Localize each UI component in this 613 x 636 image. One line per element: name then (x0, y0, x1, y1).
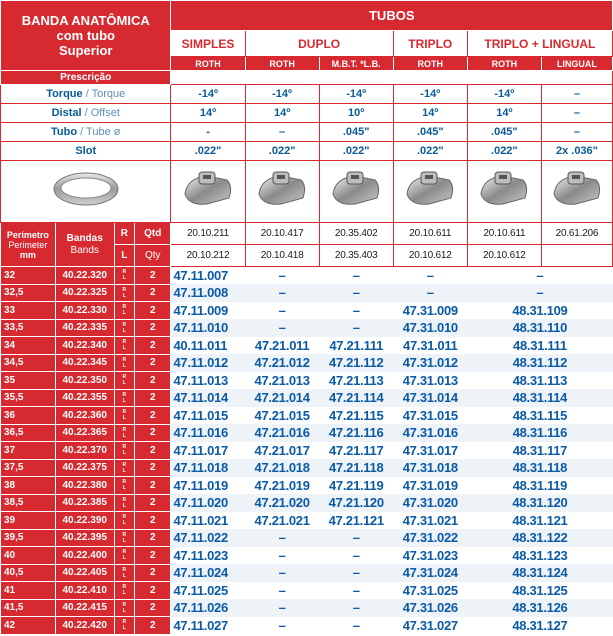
mbt-code: – (319, 284, 393, 302)
triplo-lingual-code: 48.31.117 (512, 442, 568, 458)
table-row (1, 494, 613, 512)
mbt-code: – (352, 268, 360, 283)
triplo-code: 47.31.019 (402, 477, 458, 493)
simples-code: 47.11.007 (173, 268, 228, 283)
triplo-lingual-code: 48.31.114 (467, 389, 612, 407)
simples-code: 47.11.027 (173, 617, 228, 633)
tube-image-2 (319, 161, 393, 223)
group-duplo: DUPLO (245, 31, 393, 57)
rl-marker: R L (114, 389, 134, 407)
tubos-header: TUBOS (171, 1, 613, 31)
tube-code-right: 20.35.402 (319, 223, 393, 245)
triplo-code: 47.31.022 (393, 529, 467, 547)
perimeter-cell: 36,5 (1, 424, 56, 442)
simples-code: 47.11.023 (173, 547, 228, 563)
spec-row (1, 142, 613, 161)
triplo-code: 47.31.010 (393, 319, 467, 337)
duplo-code: 47.21.012 (245, 354, 319, 372)
rl-marker: R L (114, 529, 134, 547)
triplo-code: 47.31.012 (393, 354, 467, 372)
spec-label: Distal / Offset (1, 104, 171, 123)
band-code-cell: 40.22.420 (55, 617, 114, 635)
mbt-code: 47.21.118 (319, 459, 393, 477)
perimeter-cell: 40,5 (1, 564, 56, 582)
qtd-cell: 2 (134, 494, 171, 512)
tube-code-left: 20.10.612 (467, 245, 541, 267)
triplo-lingual-code: 48.31.126 (467, 599, 612, 617)
mbt-code: 47.21.113 (328, 372, 384, 388)
simples-code: 47.11.019 (173, 477, 228, 493)
mbt-code: – (352, 617, 360, 633)
triplo-code: 47.31.024 (393, 564, 467, 582)
spec-value: -14º (171, 85, 245, 104)
triplo-lingual-code: 48.31.121 (512, 512, 568, 528)
spec-value: -14º (467, 85, 541, 104)
rl-marker: R L (114, 477, 134, 495)
rl-marker: R L (114, 267, 134, 285)
group-simples: SIMPLES (171, 31, 245, 57)
table-row (1, 372, 613, 390)
tube-code-left: 20.10.212 (171, 245, 245, 267)
triplo-lingual-code: 48.31.127 (512, 617, 568, 633)
spec-row (1, 104, 613, 123)
qtd-cell: 2 (134, 617, 171, 635)
mbt-code: – (352, 547, 360, 563)
band-code-cell: 40.22.410 (55, 582, 114, 600)
mbt-code: 47.21.117 (328, 442, 384, 458)
band-code-cell: 40.22.340 (55, 337, 114, 355)
qtd-cell: 2 (134, 512, 171, 530)
duplo-code: 47.21.014 (245, 389, 319, 407)
table-row (1, 564, 613, 582)
prescription-1: ROTH (245, 57, 319, 71)
mbt-code: 47.21.115 (328, 407, 384, 423)
perimeter-cell: 35 (1, 372, 56, 390)
triplo-lingual-code: 48.31.122 (467, 529, 612, 547)
perimeter-cell: 42 (1, 617, 56, 635)
triplo-code: 47.31.015 (402, 407, 458, 423)
rl-marker: R L (114, 564, 134, 582)
simples-code: 47.11.024 (171, 564, 245, 582)
rl-marker: R L (114, 547, 134, 565)
triplo-code: 47.31.017 (402, 442, 458, 458)
spec-value: .045" (319, 123, 393, 142)
table-row (1, 407, 613, 425)
tube-image-4 (467, 161, 541, 223)
duplo-code: 47.21.018 (245, 459, 319, 477)
mbt-code: 47.21.116 (319, 424, 393, 442)
triplo-lingual-code: 48.31.109 (512, 302, 568, 318)
qtd-cell: 2 (134, 372, 171, 390)
triplo-code: 47.31.021 (402, 512, 458, 528)
qtd-cell: 2 (134, 407, 171, 425)
spec-value: 14º (245, 104, 319, 123)
spec-separator: / (82, 88, 92, 100)
duplo-code: 47.21.017 (254, 442, 310, 458)
band-code-cell: 40.22.325 (55, 284, 114, 302)
triplo-lingual-code: 48.31.116 (467, 424, 612, 442)
rl-marker: R L (114, 319, 134, 337)
band-image (1, 161, 171, 223)
duplo-code: – (278, 582, 286, 598)
spec-value: 10º (319, 104, 393, 123)
spec-value: – (245, 123, 319, 142)
qtd-cell: 2 (134, 267, 171, 285)
band-code-cell: 40.22.355 (55, 389, 114, 407)
simples-code: 47.11.015 (173, 407, 228, 423)
qtd-cell: 2 (134, 424, 171, 442)
perimetro-header: Perímetro Perimeter mm (1, 223, 56, 267)
triplo-lingual-code: 48.31.124 (467, 564, 612, 582)
product-title: BANDA ANATÔMICA com tubo Superior (1, 1, 171, 71)
qtd-cell: 2 (134, 547, 171, 565)
table-row (1, 617, 613, 635)
rl-marker: R L (114, 337, 134, 355)
perimeter-cell: 36 (1, 407, 56, 425)
spec-value: 14º (393, 104, 467, 123)
tube-image-1 (245, 161, 319, 223)
spec-value: -14º (245, 85, 319, 104)
table-row (1, 582, 613, 600)
triplo-code: 47.31.016 (393, 424, 467, 442)
band-code-cell: 40.22.380 (55, 477, 114, 495)
group-triplo-lingual: TRIPLO + LINGUAL (467, 31, 612, 57)
triplo-lingual-code: 48.31.125 (512, 582, 568, 598)
triplo-lingual-code: 48.31.120 (467, 494, 612, 512)
band-code-cell: 40.22.365 (55, 424, 114, 442)
qtd-header: Qtd (134, 223, 171, 245)
qtd-cell: 2 (134, 284, 171, 302)
spec-value: .022" (245, 142, 319, 161)
perimeter-cell: 35,5 (1, 389, 56, 407)
duplo-code: 47.21.013 (254, 372, 310, 388)
prescription-5: LINGUAL (541, 57, 612, 71)
spec-label: Slot (1, 142, 171, 161)
duplo-code: 47.21.011 (254, 337, 310, 353)
duplo-code: – (278, 547, 286, 563)
duplo-code: – (245, 319, 319, 337)
triplo-lingual-code: 48.31.113 (512, 372, 568, 388)
spec-row (1, 85, 613, 104)
band-code-cell: 40.22.415 (55, 599, 114, 617)
tube-image-5 (541, 161, 612, 223)
l-header: L (114, 245, 134, 267)
band-code-cell: 40.22.375 (55, 459, 114, 477)
spec-value: -14º (319, 85, 393, 104)
perimeter-cell: 33,5 (1, 319, 56, 337)
spec-label: Tubo / Tube ø (1, 123, 171, 142)
simples-code: 47.11.026 (171, 599, 245, 617)
tube-code-right: 20.10.417 (245, 223, 319, 245)
table-row (1, 337, 613, 355)
simples-code: 47.11.022 (171, 529, 245, 547)
triplo-lingual-code: 48.31.112 (467, 354, 612, 372)
table-row (1, 442, 613, 460)
rl-marker: R L (114, 442, 134, 460)
duplo-code: – (245, 284, 319, 302)
rl-marker: R L (114, 424, 134, 442)
simples-code: 47.11.017 (173, 442, 228, 458)
band-code-cell: 40.22.385 (55, 494, 114, 512)
mbt-code: – (319, 564, 393, 582)
band-code-cell: 40.22.405 (55, 564, 114, 582)
rl-marker: R L (114, 617, 134, 635)
tube-image-0 (171, 161, 245, 223)
spec-value: – (541, 85, 612, 104)
perimeter-cell: 34 (1, 337, 56, 355)
mbt-code: 47.21.120 (319, 494, 393, 512)
triplo-code: 47.31.027 (402, 617, 458, 633)
triplo-lingual-code: – (467, 284, 612, 302)
table-row (1, 529, 613, 547)
simples-code: 47.11.025 (173, 582, 228, 598)
triplo-lingual-code: – (536, 268, 544, 283)
mbt-code: 47.21.114 (319, 389, 393, 407)
qtd-cell: 2 (134, 319, 171, 337)
spec-separator: / (77, 126, 87, 138)
tube-code-left: 20.35.403 (319, 245, 393, 267)
simples-code: 47.11.010 (171, 319, 245, 337)
band-code-cell: 40.22.395 (55, 529, 114, 547)
perimeter-cell: 37,5 (1, 459, 56, 477)
simples-code: 47.11.021 (173, 512, 228, 528)
perimeter-cell: 33 (1, 302, 56, 320)
qtd-cell: 2 (134, 389, 171, 407)
duplo-code: – (245, 564, 319, 582)
mbt-code: – (319, 529, 393, 547)
table-row (1, 424, 613, 442)
rl-marker: R L (114, 494, 134, 512)
tube-code-right: 20.10.611 (393, 223, 467, 245)
spec-value: 14º (467, 104, 541, 123)
tube-code-left (541, 245, 612, 267)
prescription-0: ROTH (171, 57, 245, 71)
qtd-cell: 2 (134, 337, 171, 355)
qtd-cell: 2 (134, 477, 171, 495)
simples-code: 47.11.012 (171, 354, 245, 372)
rl-marker: R L (114, 582, 134, 600)
rl-marker: R L (114, 284, 134, 302)
simples-code: 47.11.014 (171, 389, 245, 407)
table-row (1, 302, 613, 320)
triplo-code: 47.31.025 (402, 582, 458, 598)
rl-marker: R L (114, 512, 134, 530)
spec-label: Torque / Torque (1, 85, 171, 104)
simples-code: 47.11.013 (173, 372, 228, 388)
spec-value: - (171, 123, 245, 142)
table-row (1, 547, 613, 565)
mbt-code: – (352, 582, 360, 598)
qty-header: Qty (134, 245, 171, 267)
mbt-code: 47.21.112 (319, 354, 393, 372)
duplo-code: 47.21.021 (254, 512, 310, 528)
band-code-cell: 40.22.320 (55, 267, 114, 285)
table-row (1, 354, 613, 372)
triplo-lingual-code: 48.31.119 (512, 477, 568, 493)
triplo-code: 47.31.014 (393, 389, 467, 407)
table-row (1, 267, 613, 285)
qtd-cell: 2 (134, 459, 171, 477)
simples-code: 47.11.009 (173, 302, 228, 318)
band-code-cell: 40.22.330 (55, 302, 114, 320)
band-code-cell: 40.22.400 (55, 547, 114, 565)
perimeter-cell: 41 (1, 582, 56, 600)
prescription-2: M.B.T. *L.B. (319, 57, 393, 71)
table-row (1, 284, 613, 302)
duplo-code: 47.21.020 (245, 494, 319, 512)
prescription-4: ROTH (467, 57, 541, 71)
tube-code-right: 20.10.611 (467, 223, 541, 245)
spec-value: .045" (393, 123, 467, 142)
triplo-lingual-code: 48.31.123 (512, 547, 568, 563)
spec-value: – (541, 123, 612, 142)
perimeter-cell: 40 (1, 547, 56, 565)
perimeter-cell: 37 (1, 442, 56, 460)
spec-value: -14º (393, 85, 467, 104)
band-code-cell: 40.22.370 (55, 442, 114, 460)
triplo-code: – (426, 268, 434, 283)
r-header: R (114, 223, 134, 245)
perimeter-cell: 39 (1, 512, 56, 530)
table-row (1, 599, 613, 617)
duplo-code: 47.21.016 (245, 424, 319, 442)
triplo-lingual-code: 48.31.118 (467, 459, 612, 477)
triplo-code: 47.31.009 (402, 302, 458, 318)
spec-separator: / (81, 107, 91, 119)
simples-code: 47.11.008 (171, 284, 245, 302)
duplo-code: – (245, 529, 319, 547)
triplo-code: 47.31.013 (402, 372, 458, 388)
spec-value: – (541, 104, 612, 123)
qtd-cell: 2 (134, 354, 171, 372)
band-code-cell: 40.22.335 (55, 319, 114, 337)
perimeter-cell: 32,5 (1, 284, 56, 302)
triplo-code: 47.31.020 (393, 494, 467, 512)
mbt-code: – (319, 599, 393, 617)
spec-value: .045" (467, 123, 541, 142)
duplo-code: – (278, 617, 286, 633)
tube-image-3 (393, 161, 467, 223)
rl-marker: R L (114, 459, 134, 477)
band-code-cell: 40.22.390 (55, 512, 114, 530)
qtd-cell: 2 (134, 529, 171, 547)
tube-code-right: 20.61.206 (541, 223, 612, 245)
band-code-cell: 40.22.360 (55, 407, 114, 425)
rl-marker: R L (114, 302, 134, 320)
triplo-code: 47.31.026 (393, 599, 467, 617)
table-row (1, 459, 613, 477)
perimeter-cell: 41,5 (1, 599, 56, 617)
qtd-cell: 2 (134, 302, 171, 320)
mbt-code: 47.21.111 (329, 337, 384, 353)
rl-marker: R L (114, 354, 134, 372)
spec-value: .022" (393, 142, 467, 161)
triplo-lingual-code: 48.31.110 (467, 319, 612, 337)
table-row (1, 389, 613, 407)
rl-marker: R L (114, 599, 134, 617)
perimeter-cell: 32 (1, 267, 56, 285)
qtd-cell: 2 (134, 599, 171, 617)
duplo-code: 47.21.019 (254, 477, 310, 493)
mbt-code: 47.21.119 (328, 477, 384, 493)
table-row (1, 512, 613, 530)
duplo-code: – (278, 302, 286, 318)
column-header-row (1, 223, 613, 245)
triplo-code: – (393, 284, 467, 302)
spec-value: .022" (171, 142, 245, 161)
triplo-code: 47.31.011 (403, 337, 458, 353)
duplo-code: – (245, 599, 319, 617)
qtd-cell: 2 (134, 564, 171, 582)
spec-value: 2x .036" (541, 142, 612, 161)
duplo-code: – (278, 268, 286, 283)
prescricao-spacer (171, 71, 613, 85)
tube-code-left: 20.10.612 (393, 245, 467, 267)
mbt-code: 47.21.121 (328, 512, 384, 528)
rl-marker: R L (114, 372, 134, 390)
perimeter-cell: 39,5 (1, 529, 56, 547)
qtd-cell: 2 (134, 442, 171, 460)
qtd-cell: 2 (134, 582, 171, 600)
prescricao-label: Prescrição (1, 71, 171, 85)
spec-value: .022" (467, 142, 541, 161)
triplo-lingual-code: 48.31.115 (512, 407, 568, 423)
duplo-code: 47.21.015 (254, 407, 310, 423)
spec-row (1, 123, 613, 142)
simples-code: 40.11.011 (173, 337, 228, 353)
table-row (1, 319, 613, 337)
tube-code-right: 20.10.211 (171, 223, 245, 245)
bandas-header: Bandas Bands (55, 223, 114, 267)
simples-code: 47.11.016 (171, 424, 245, 442)
triplo-code: 47.31.023 (402, 547, 458, 563)
group-triplo: TRIPLO (393, 31, 467, 57)
tube-code-left: 20.10.418 (245, 245, 319, 267)
perimeter-cell: 34,5 (1, 354, 56, 372)
spec-value: 14º (171, 104, 245, 123)
images-row (1, 161, 613, 223)
mbt-code: – (352, 302, 360, 318)
prescription-3: ROTH (393, 57, 467, 71)
simples-code: 47.11.020 (171, 494, 245, 512)
mbt-code: – (319, 319, 393, 337)
simples-code: 47.11.018 (171, 459, 245, 477)
perimeter-cell: 38 (1, 477, 56, 495)
perimeter-cell: 38,5 (1, 494, 56, 512)
triplo-code: 47.31.018 (393, 459, 467, 477)
triplo-lingual-code: 48.31.111 (513, 337, 567, 353)
spec-value: .022" (319, 142, 393, 161)
rl-marker: R L (114, 407, 134, 425)
band-code-cell: 40.22.350 (55, 372, 114, 390)
band-code-cell: 40.22.345 (55, 354, 114, 372)
table-row (1, 477, 613, 495)
